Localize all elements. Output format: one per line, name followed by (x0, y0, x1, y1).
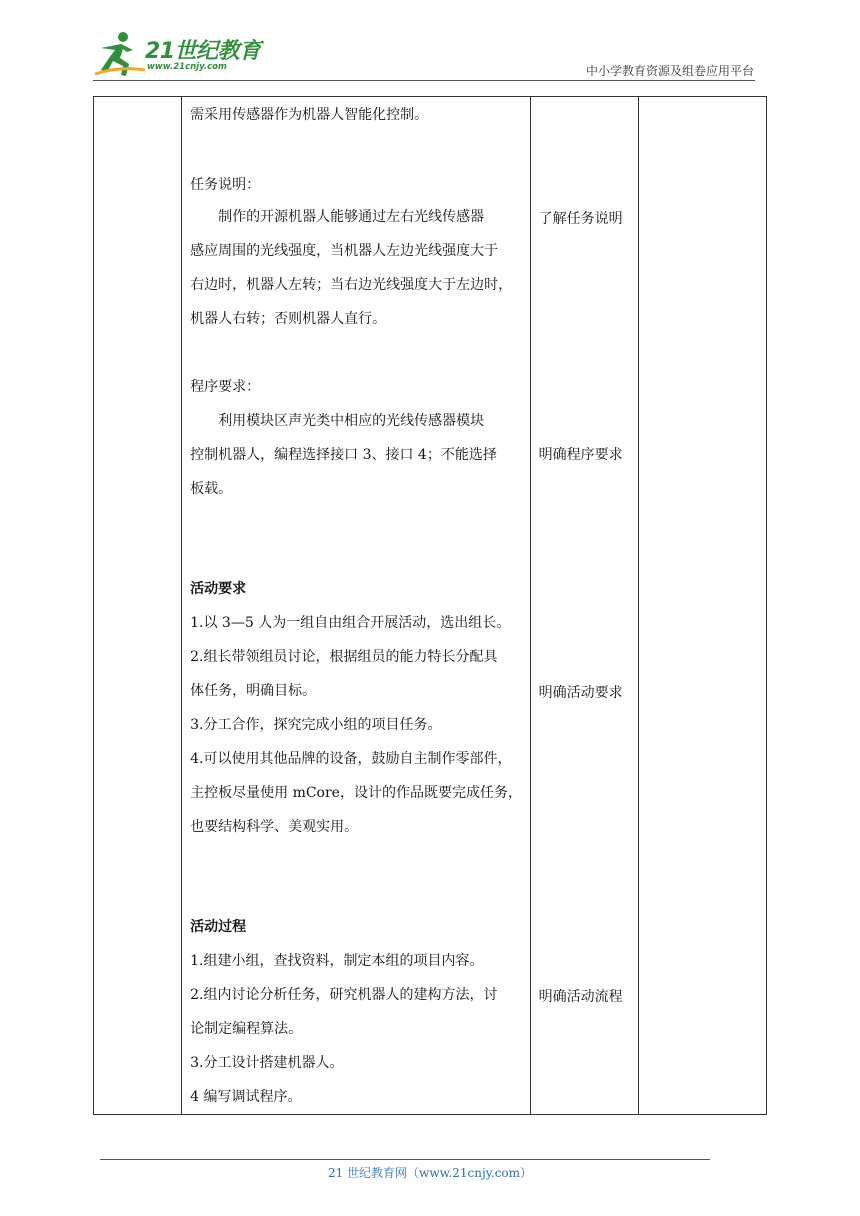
lesson-table (93, 96, 767, 1115)
body-line: 4.可以使用其他品牌的设备，鼓励自主制作零部件， (190, 751, 512, 767)
section-heading: 活动过程 (190, 919, 247, 935)
body-line: 1.组建小组，查找资料，制定本组的项目内容。 (190, 953, 484, 969)
body-line: 也要结构科学、美观实用。 (190, 819, 359, 835)
runner-logo-icon (93, 30, 149, 80)
body-line: 机器人右转；否则机器人直行。 (190, 311, 387, 327)
page-header (0, 0, 860, 90)
header-divider (93, 80, 755, 81)
stage-cell (94, 97, 182, 1115)
section-heading: 活动要求 (190, 581, 247, 597)
section-heading: 程序要求： (190, 379, 261, 395)
section-heading: 任务说明： (190, 177, 261, 193)
student-activity: 明确活动流程 (538, 989, 623, 1005)
student-activity: 明确活动要求 (538, 685, 623, 701)
body-line: 板载。 (190, 481, 233, 497)
logo-url: www.21cnjy.com (147, 62, 227, 72)
body-line: 论制定编程算法。 (190, 1021, 303, 1037)
body-line: 1.以 3—5 人为一组自由组合开展活动，选出组长。 (190, 615, 511, 631)
student-activity: 明确程序要求 (538, 447, 623, 463)
body-line: 3.分工合作，探究完成小组的项目任务。 (190, 717, 442, 733)
student-activity: 了解任务说明 (538, 211, 623, 227)
teacher-activity-cell (182, 97, 531, 1115)
body-line: 体任务，明确目标。 (190, 683, 317, 699)
footer-link[interactable]: 21 世纪教育网（www.21cnjy.com） (327, 1166, 533, 1180)
student-activity-cell (530, 97, 638, 1115)
body-line: 利用模块区声光类中相应的光线传感器模块 (218, 413, 485, 429)
platform-title: 中小学教育资源及组卷应用平台 (585, 64, 754, 78)
site-logo (93, 30, 263, 80)
footer-divider (100, 1159, 710, 1160)
body-line: 2.组内讨论分析任务，研究机器人的建构方法，讨 (190, 987, 498, 1003)
body-line: 制作的开源机器人能够通过左右光线传感器 (218, 209, 485, 225)
body-line: 控制机器人，编程选择接口 3、接口 4；不能选择 (190, 447, 497, 463)
body-line: 3.分工设计搭建机器人。 (190, 1055, 344, 1071)
body-line: 感应周围的光线强度，当机器人左边光线强度大于 (190, 243, 499, 259)
body-line: 4 编写调试程序。 (190, 1089, 302, 1105)
body-line: 需采用传感器作为机器人智能化控制。 (190, 107, 429, 123)
body-line: 右边时，机器人左转；当右边光线强度大于左边时， (190, 277, 513, 293)
body-line: 2.组长带领组员讨论，根据组员的能力特长分配具 (190, 649, 498, 665)
design-intent-cell (638, 97, 766, 1115)
table-row (94, 97, 767, 1115)
body-line: 主控板尽量使用 mCore，设计的作品既要完成任务， (190, 785, 522, 801)
logo-wordmark: 21世纪教育 (145, 39, 261, 64)
